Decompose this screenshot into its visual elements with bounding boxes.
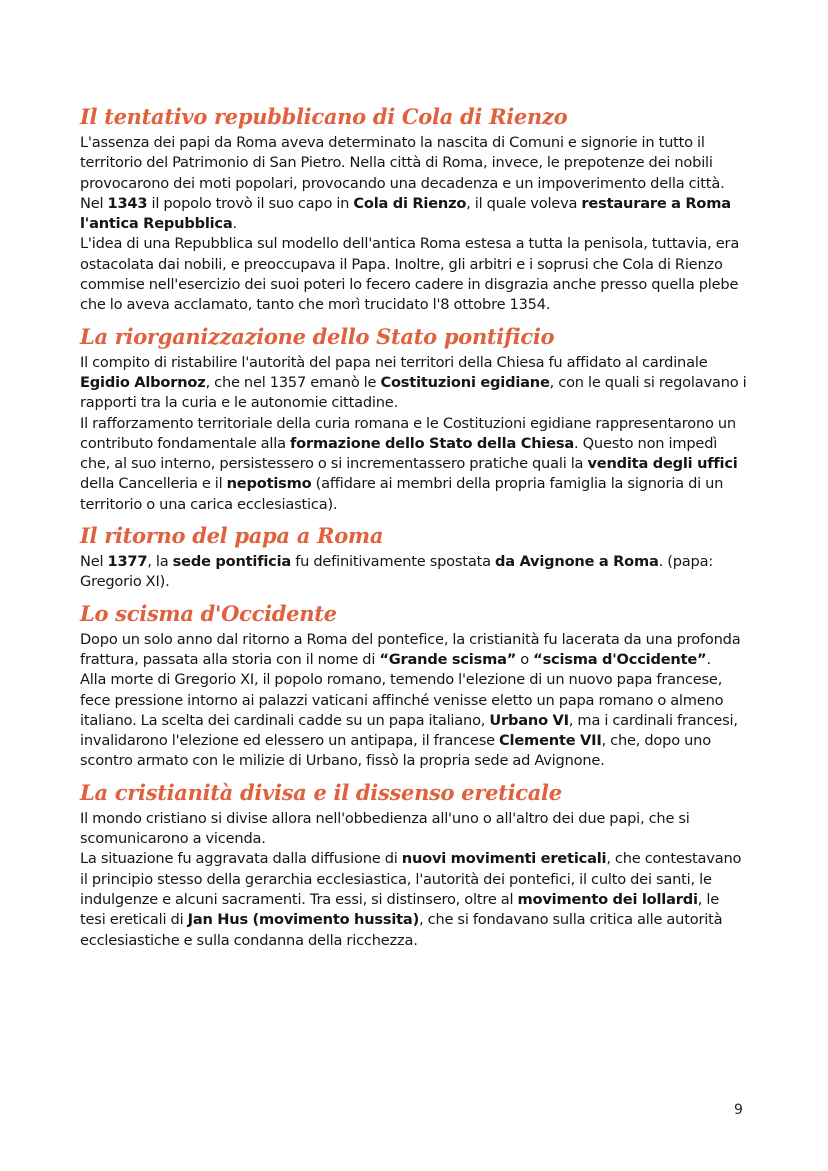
text-run: della Cancelleria e il bbox=[80, 475, 227, 493]
section-title: La cristianità divisa e il dissenso ereticale bbox=[80, 779, 562, 805]
text-run: Il rafforzamento territoriale della curia romana e le Costituzioni egidiane rappresentarono un contributo fondamentale alla bbox=[80, 414, 736, 452]
text-run: o bbox=[516, 650, 534, 668]
text-run: , con le quali si regolavano i rapporti tra la curia e le autonomie cittadine. bbox=[80, 373, 747, 412]
text-run: , che, dopo uno scontro armato con le milizie di Urbano, fissò la propria sede ad Avignone. bbox=[80, 732, 711, 770]
section-stato-pontificio bbox=[80, 322, 748, 515]
text-run: , che contestavano il principio stesso della gerarchia ecclesiastica, l'autorità dei pontefici, il culto dei santi, le indulgenze e alcuni sacramenti. Tra essi, si distinsero, oltre al bbox=[80, 850, 742, 908]
paragraph bbox=[80, 353, 748, 414]
section-ritorno-papa bbox=[80, 521, 748, 593]
paragraph bbox=[80, 552, 748, 593]
text-run: , le tesi ereticali di bbox=[80, 890, 720, 929]
bold-text: Egidio Albornoz bbox=[80, 373, 206, 391]
text-run: , che si fondavano sulla critica alle autorità ecclesiastiche e sulla condanna della ricchezza. bbox=[80, 911, 723, 949]
bold-text: Clemente VII bbox=[499, 732, 602, 750]
text-run: Il mondo cristiano si divise allora nell'obbedienza all'uno o all'altro dei due papi, che si scomunicarono a vicenda. bbox=[80, 809, 690, 848]
section-title: Il ritorno del papa a Roma bbox=[80, 523, 384, 549]
text-run: L'assenza dei papi da Roma aveva determinato la nascita di Comuni e signorie in tutto il territorio del Patrimonio di San Pietro. Nella città di Roma, invece, le prepotenze dei nobili provocarono dei moti popolari, provocando una decadenza e un impoverimento della città. Nel bbox=[80, 134, 725, 212]
text-run: fu definitivamente spostata bbox=[291, 553, 495, 571]
text-run: , ma i cardinali francesi, invalidarono l'elezione ed elessero un antipapa, il francese bbox=[80, 711, 738, 750]
text-run: . bbox=[232, 215, 237, 233]
bold-text: restaurare a Roma l'antica Repubblica bbox=[80, 194, 731, 233]
text-run: L'idea di una Repubblica sul modello dell'antica Roma estesa a tutta la penisola, tuttavia, era ostacolata dai nobili, e preoccupava il Papa. Inoltre, gli arbitri e i soprusi che Cola di Rienzo commise nell'esercizio dei suoi poteri lo fecero cadere in disgrazia anche presso quella plebe che lo aveva acclamato, tanto che morì trucidato l'8 ottobre 1354. bbox=[80, 235, 740, 314]
text-run: La situazione fu aggravata dalla diffusione di bbox=[80, 850, 402, 868]
text-run: , che nel 1357 emanò le bbox=[205, 373, 381, 391]
text-run: (affidare ai membri della propria famiglia la signoria di un territorio o una carica ecclesiastica). bbox=[80, 475, 724, 513]
bold-text: Costituzioni egidiane bbox=[380, 373, 550, 391]
paragraph bbox=[80, 234, 748, 315]
paragraph bbox=[80, 849, 748, 950]
section-title: Il tentativo repubblicano di Cola di Rienzo bbox=[80, 104, 568, 129]
bold-text: movimento dei lollardi bbox=[517, 890, 698, 908]
text-run: , il quale voleva bbox=[466, 194, 582, 212]
bold-text: sede pontificia bbox=[172, 553, 292, 571]
page-number: 9 bbox=[734, 1102, 743, 1118]
paragraph bbox=[80, 630, 748, 671]
bold-text: nuovi movimenti ereticali bbox=[401, 850, 607, 868]
section-cristianita-divisa bbox=[80, 778, 748, 951]
text-run: , la bbox=[147, 553, 173, 571]
section-title: La riorganizzazione dello Stato pontificio bbox=[80, 323, 555, 349]
bold-text: Cola di Rienzo bbox=[353, 194, 467, 212]
section-cola-di-rienzo bbox=[80, 102, 748, 316]
bold-text: “scisma d'Occidente” bbox=[533, 650, 707, 668]
bold-text: Jan Hus (movimento hussita) bbox=[187, 911, 420, 929]
bold-text: “Grande scisma” bbox=[379, 650, 517, 668]
bold-text: formazione dello Stato della Chiesa bbox=[290, 434, 575, 452]
bold-text: 1377 bbox=[107, 553, 148, 571]
section-scisma-occidente bbox=[80, 599, 748, 772]
bold-text: 1343 bbox=[107, 194, 148, 212]
text-run: Dopo un solo anno dal ritorno a Roma del pontefice, la cristianità fu lacerata da una profonda frattura, passata alla storia con il nome di bbox=[80, 630, 741, 668]
paragraph bbox=[80, 670, 748, 771]
text-run: Il compito di ristabilire l'autorità del papa nei territori della Chiesa fu affidato al cardinale bbox=[80, 353, 708, 371]
section-title: Lo scisma d'Occidente bbox=[80, 600, 337, 626]
paragraph bbox=[80, 809, 748, 850]
paragraph bbox=[80, 414, 748, 515]
text-run: Alla morte di Gregorio XI, il popolo romano, temendo l'elezione di un nuovo papa francese, fece pressione intorno ai palazzi vaticani affinché venisse eletto un papa romano o almeno italiano. La scelta dei cardinali cadde su un papa italiano, bbox=[80, 671, 724, 729]
paragraph bbox=[80, 133, 748, 234]
bold-text: nepotismo bbox=[226, 475, 312, 493]
bold-text: da Avignone a Roma bbox=[494, 553, 659, 571]
bold-text: vendita degli uffici bbox=[587, 455, 738, 473]
page-content bbox=[80, 102, 748, 957]
text-run: . bbox=[706, 650, 711, 668]
bold-text: Urbano VI bbox=[489, 711, 569, 729]
text-run: . (papa: Gregorio XI). bbox=[80, 553, 714, 591]
text-run: il popolo trovò il suo capo in bbox=[147, 194, 354, 212]
text-run: Nel bbox=[80, 553, 108, 571]
text-run: . Questo non impedì che, al suo interno, persistessero o si incrementassero pratiche quali la bbox=[80, 434, 718, 473]
